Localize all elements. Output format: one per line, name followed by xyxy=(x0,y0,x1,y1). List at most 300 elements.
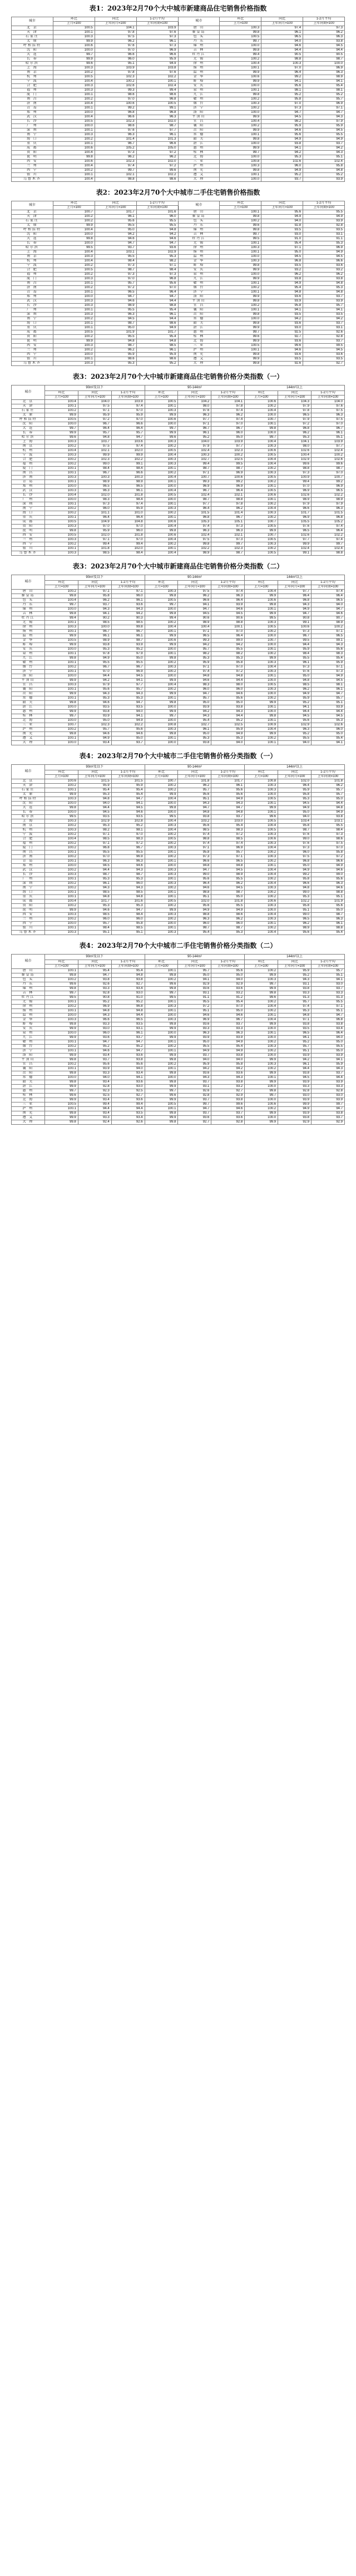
value-cell: 100.0 xyxy=(245,1036,278,1040)
value-cell: 99.9 xyxy=(145,1098,178,1102)
value-cell: 95.4 xyxy=(211,824,245,828)
value-cell: 100.1 xyxy=(245,802,278,806)
value-cell: 93.5 xyxy=(303,228,345,233)
value-cell: 100.4 xyxy=(220,120,261,124)
value-cell: 94.5 xyxy=(261,115,303,120)
value-cell: 94.3 xyxy=(211,1076,245,1080)
value-cell: 100.3 xyxy=(44,551,78,556)
value-cell: 94.1 xyxy=(111,1076,145,1080)
value-cell: 100.4 xyxy=(53,164,95,169)
value-cell: 93.7 xyxy=(312,1116,345,1120)
table-row xyxy=(12,177,345,182)
value-cell: 94.6 xyxy=(211,1107,245,1111)
value-cell: 100.2 xyxy=(312,625,345,630)
city-cell: 唐 山 xyxy=(178,210,220,215)
value-cell: 90.8 xyxy=(78,996,111,1000)
value-cell: 93.4 xyxy=(78,1111,111,1116)
table-row xyxy=(12,855,345,859)
value-cell: 95.4 xyxy=(111,788,145,793)
value-cell: 102.6 xyxy=(261,160,303,164)
value-cell: 99.0 xyxy=(211,639,245,643)
value-cell: 99.9 xyxy=(220,80,261,84)
value-cell: 98.7 xyxy=(211,891,245,895)
value-cell: 95.3 xyxy=(178,736,211,741)
value-cell: 96.3 xyxy=(178,529,211,533)
value-cell: 100.1 xyxy=(145,969,178,973)
value-cell: 94.8 xyxy=(211,674,245,679)
city-cell: 惠 州 xyxy=(12,710,45,714)
table-row xyxy=(12,413,345,418)
column-header-yoy: 同比 xyxy=(95,17,136,22)
value-cell: 94.2 xyxy=(178,710,211,714)
value-cell: 102.6 xyxy=(278,533,312,538)
city-cell: 杭 州 xyxy=(12,449,45,453)
value-cell: 99.9 xyxy=(44,431,78,436)
city-cell: 西 安 xyxy=(12,913,45,917)
value-cell: 95.2 xyxy=(111,1000,145,1005)
value-cell: 96.2 xyxy=(261,273,303,277)
city-cell: 长 沙 xyxy=(12,120,53,124)
value-cell: 95.4 xyxy=(111,793,145,797)
value-cell: 94.0 xyxy=(278,815,312,819)
city-cell: 天 津 xyxy=(12,215,53,219)
value-cell: 94.4 xyxy=(261,48,303,53)
table-row xyxy=(12,797,345,802)
value-cell: 100.4 xyxy=(245,931,278,935)
column-subheader-mom: 上月=100 xyxy=(44,395,78,400)
value-cell: 97.2 xyxy=(95,286,136,290)
value-cell: 94.7 xyxy=(95,295,136,299)
value-cell: 100.4 xyxy=(145,551,178,556)
city-cell: 吉 林 xyxy=(178,48,220,53)
table-row xyxy=(12,313,345,317)
value-cell: 96.7 xyxy=(211,516,245,520)
value-cell: 93.6 xyxy=(211,1116,245,1120)
value-cell: 100.5 xyxy=(53,75,95,80)
value-cell: 97.4 xyxy=(95,164,136,169)
city-cell: 长 沙 xyxy=(12,873,45,877)
value-cell: 100.4 xyxy=(145,489,178,493)
value-cell: 100.2 xyxy=(245,1049,278,1054)
value-cell: 99.9 xyxy=(44,908,78,913)
value-cell: 99.9 xyxy=(53,39,95,44)
value-cell: 95.6 xyxy=(278,931,312,935)
value-cell: 97.0 xyxy=(211,422,245,427)
value-cell: 100.0 xyxy=(44,607,78,612)
value-cell: 100.8 xyxy=(245,779,278,784)
value-cell: 95.9 xyxy=(78,529,111,533)
value-cell: 98.4 xyxy=(111,913,145,917)
value-cell: 99.9 xyxy=(145,431,178,436)
value-cell: 98.6 xyxy=(211,913,245,917)
value-cell: 95.0 xyxy=(278,810,312,815)
value-cell: 98.5 xyxy=(78,551,111,556)
table-row xyxy=(12,1018,345,1022)
value-cell: 93.3 xyxy=(211,1027,245,1031)
value-cell: 95.2 xyxy=(178,436,211,440)
city-cell: 石家庄 xyxy=(12,788,45,793)
city-cell: 扬 州 xyxy=(12,1009,45,1013)
value-cell: 100.0 xyxy=(44,705,78,710)
value-cell: 99.9 xyxy=(44,793,78,797)
value-cell: 94.6 xyxy=(95,237,136,241)
city-cell: 岳 阳 xyxy=(178,128,220,133)
value-cell: 100.2 xyxy=(53,317,95,322)
table-row xyxy=(12,228,345,233)
value-cell: 99.8 xyxy=(220,299,261,304)
value-cell: 94.8 xyxy=(278,679,312,683)
value-cell: 99.8 xyxy=(44,806,78,810)
value-cell: 96.7 xyxy=(111,630,145,634)
table-row xyxy=(12,806,345,810)
city-cell: 长 春 xyxy=(12,810,45,815)
value-cell: 100.8 xyxy=(145,723,178,728)
city-cell: 沈 阳 xyxy=(12,802,45,806)
value-cell: 98.7 xyxy=(95,322,136,326)
city-cell: 包 头 xyxy=(178,35,220,39)
value-cell: 95.3 xyxy=(78,904,111,908)
value-cell: 95.3 xyxy=(278,797,312,802)
value-cell: 100.3 xyxy=(145,846,178,851)
column-subheader-mom: 上月=100 xyxy=(145,965,178,969)
city-cell: 乌鲁木齐 xyxy=(12,362,53,366)
column-subheader-avg: 上年同期=100 xyxy=(211,965,245,969)
city-cell: 兰 州 xyxy=(12,538,45,542)
value-cell: 95.4 xyxy=(312,656,345,661)
value-cell: 100.4 xyxy=(44,899,78,904)
value-cell: 100.0 xyxy=(245,643,278,647)
value-cell: 96.0 xyxy=(78,917,111,922)
value-cell: 98.4 xyxy=(111,498,145,502)
value-cell: 99.6 xyxy=(220,335,261,339)
value-cell: 95.1 xyxy=(312,1009,345,1013)
value-cell: 97.0 xyxy=(95,277,136,281)
value-cell: 94.7 xyxy=(136,241,178,246)
table-row xyxy=(12,151,345,155)
value-cell: 100.3 xyxy=(44,538,78,542)
value-cell: 100.1 xyxy=(245,810,278,815)
value-cell: 101.5 xyxy=(111,779,145,784)
value-cell: 99.9 xyxy=(245,732,278,736)
value-cell: 100.4 xyxy=(145,828,178,833)
value-cell: 96.4 xyxy=(111,427,145,431)
column-header-yoy: 同比 xyxy=(178,770,211,775)
value-cell: 98.5 xyxy=(178,828,211,833)
value-cell: 95.6 xyxy=(261,133,303,137)
column-subheader-avg: 上年同期=100 xyxy=(136,206,178,210)
value-cell: 100.0 xyxy=(44,422,78,427)
value-cell: 95.7 xyxy=(211,851,245,855)
value-cell: 94.9 xyxy=(78,736,111,741)
value-cell: 97.9 xyxy=(78,683,111,688)
value-cell: 100.0 xyxy=(145,705,178,710)
value-cell: 100.1 xyxy=(145,736,178,741)
value-cell: 101.7 xyxy=(136,330,178,335)
table-row xyxy=(12,612,345,616)
value-cell: 94.9 xyxy=(261,281,303,286)
value-cell: 100.2 xyxy=(245,547,278,551)
city-cell: 济 宁 xyxy=(178,106,220,111)
value-cell: 91.1 xyxy=(178,996,211,1000)
value-cell: 96.0 xyxy=(211,431,245,436)
city-cell: 平顶山 xyxy=(178,299,220,304)
city-cell: 南 昌 xyxy=(12,851,45,855)
column-subheader-yoy: 上年同月=100 xyxy=(78,395,111,400)
value-cell: 92.7 xyxy=(111,1094,145,1098)
value-cell: 97.3 xyxy=(278,630,312,634)
column-group-header: 144m²以上 xyxy=(245,765,345,770)
value-cell: 96.1 xyxy=(111,599,145,603)
city-cell: 吉 林 xyxy=(12,612,45,616)
value-cell: 99.9 xyxy=(78,453,111,458)
value-cell: 100.0 xyxy=(44,802,78,806)
table-row xyxy=(12,1116,345,1120)
document-page xyxy=(0,3,356,1125)
value-cell: 94.6 xyxy=(136,237,178,241)
value-cell: 100.0 xyxy=(245,710,278,714)
value-cell: 92.4 xyxy=(78,1120,111,1125)
value-cell: 94.7 xyxy=(111,701,145,705)
value-cell: 96.6 xyxy=(78,1018,111,1022)
table-row xyxy=(12,529,345,533)
table-row xyxy=(12,864,345,868)
value-cell: 94.8 xyxy=(178,864,211,868)
value-cell: 95.4 xyxy=(303,84,345,88)
table-row xyxy=(12,1067,345,1071)
value-cell: 93.7 xyxy=(312,987,345,991)
value-cell: 100.3 xyxy=(145,458,178,462)
table-row xyxy=(12,1045,345,1049)
city-cell: 九 江 xyxy=(12,1036,45,1040)
column-header-mom: 环比 xyxy=(145,960,178,965)
value-cell: 100.0 xyxy=(220,317,261,322)
value-cell: 102.2 xyxy=(312,493,345,498)
column-header-yoy: 同比 xyxy=(178,960,211,965)
value-cell: 100.1 xyxy=(44,895,78,899)
value-cell: 99.0 xyxy=(178,873,211,877)
value-cell: 95.7 xyxy=(178,788,211,793)
value-cell: 97.7 xyxy=(312,444,345,449)
table-row xyxy=(12,1013,345,1018)
value-cell: 97.4 xyxy=(278,1005,312,1009)
value-cell: 95.3 xyxy=(278,1009,312,1013)
value-cell: 97.0 xyxy=(211,665,245,670)
value-cell: 97.2 xyxy=(211,833,245,837)
value-cell: 94.7 xyxy=(178,1107,211,1111)
value-cell: 95.4 xyxy=(261,241,303,246)
table-row xyxy=(12,882,345,886)
value-cell: 93.1 xyxy=(278,982,312,987)
value-cell: 95.1 xyxy=(95,62,136,66)
city-cell: 石家庄 xyxy=(12,219,53,224)
value-cell: 99.8 xyxy=(220,48,261,53)
value-cell: 95.8 xyxy=(312,851,345,855)
value-cell: 100.3 xyxy=(44,913,78,917)
value-cell: 94.5 xyxy=(278,802,312,806)
value-cell: 100.3 xyxy=(145,728,178,732)
value-cell: 100.1 xyxy=(220,281,261,286)
value-cell: 100.1 xyxy=(44,652,78,656)
column-header-avg: 1-2月平均 xyxy=(312,770,345,775)
city-cell: 丹 东 xyxy=(178,224,220,228)
value-cell: 92.9 xyxy=(178,982,211,987)
value-cell: 101.5 xyxy=(78,779,111,784)
value-cell: 95.6 xyxy=(211,788,245,793)
value-cell: 99.9 xyxy=(44,679,78,683)
city-cell: 蚌 埠 xyxy=(178,80,220,84)
value-cell: 92.7 xyxy=(261,335,303,339)
city-cell: 常 德 xyxy=(12,1076,45,1080)
value-cell: 100.2 xyxy=(145,842,178,846)
value-cell: 100.0 xyxy=(145,1076,178,1080)
value-cell: 105.5 xyxy=(278,520,312,525)
value-cell: 98.8 xyxy=(278,467,312,471)
value-cell: 99.2 xyxy=(261,75,303,80)
value-cell: 95.9 xyxy=(278,969,312,973)
value-cell: 96.3 xyxy=(78,859,111,864)
column-header-city: 城市 xyxy=(12,201,53,210)
city-cell: 银 川 xyxy=(12,547,45,551)
value-cell: 100.1 xyxy=(44,471,78,476)
value-cell: 97.1 xyxy=(178,630,211,634)
value-cell: 103.9 xyxy=(95,66,136,71)
value-cell: 94.7 xyxy=(78,973,111,978)
value-cell: 94.8 xyxy=(211,810,245,815)
city-cell: 广 州 xyxy=(12,498,45,502)
value-cell: 99.8 xyxy=(44,1071,78,1076)
value-cell: 100.3 xyxy=(245,471,278,476)
value-cell: 99.8 xyxy=(245,603,278,607)
value-cell: 96.3 xyxy=(312,507,345,511)
value-cell: 94.2 xyxy=(261,317,303,322)
city-cell: 哈尔滨 xyxy=(12,62,53,66)
table-row xyxy=(12,142,345,146)
value-cell: 99.8 xyxy=(220,353,261,357)
city-cell: 武 汉 xyxy=(12,868,45,873)
value-cell: 95.6 xyxy=(211,969,245,973)
column-header-mom: 环比 xyxy=(245,581,278,585)
value-cell: 90.6 xyxy=(178,616,211,621)
value-cell: 100.1 xyxy=(44,1000,78,1005)
value-cell: 93.8 xyxy=(211,705,245,710)
table-row xyxy=(12,824,345,828)
value-cell: 97.6 xyxy=(278,842,312,846)
value-cell: 94.7 xyxy=(261,111,303,115)
value-cell: 95.0 xyxy=(95,228,136,233)
value-cell: 100.1 xyxy=(220,66,261,71)
value-cell: 95.4 xyxy=(261,286,303,290)
table-row xyxy=(12,723,345,728)
table-block xyxy=(0,941,356,1125)
table-row xyxy=(12,616,345,621)
value-cell: 93.5 xyxy=(111,815,145,819)
table-row xyxy=(12,982,345,987)
value-cell: 93.1 xyxy=(178,1085,211,1089)
value-cell: 94.8 xyxy=(178,810,211,815)
table-row xyxy=(12,120,345,124)
table-title: 表1：2023年2月70个大中城市新建商品住宅销售价格指数 xyxy=(89,4,267,12)
value-cell: 94.5 xyxy=(303,348,345,353)
value-cell: 100.2 xyxy=(145,542,178,547)
city-cell: 赣 州 xyxy=(178,281,220,286)
value-cell: 103.9 xyxy=(211,440,245,444)
value-cell: 97.7 xyxy=(211,444,245,449)
value-cell: 97.3 xyxy=(95,264,136,268)
value-cell: 95.8 xyxy=(278,793,312,797)
value-cell: 93.5 xyxy=(303,357,345,362)
value-cell: 93.6 xyxy=(111,1080,145,1085)
city-cell: 深 圳 xyxy=(12,313,53,317)
city-cell: 韶 关 xyxy=(178,137,220,142)
value-cell: 93.6 xyxy=(303,353,345,357)
value-cell: 100.2 xyxy=(245,1067,278,1071)
value-cell: 102.0 xyxy=(111,449,145,453)
table-row xyxy=(12,665,345,670)
value-cell: 100.0 xyxy=(145,1031,178,1036)
value-cell: 100.4 xyxy=(245,728,278,732)
value-cell: 100.3 xyxy=(245,542,278,547)
value-cell: 93.9 xyxy=(211,603,245,607)
city-cell: 安 庆 xyxy=(12,647,45,652)
value-cell: 95.7 xyxy=(178,647,211,652)
value-cell: 98.6 xyxy=(136,357,178,362)
value-cell: 100.3 xyxy=(145,507,178,511)
value-cell: 100.1 xyxy=(53,173,95,177)
city-cell: 烟 台 xyxy=(12,1045,45,1049)
value-cell: 100.1 xyxy=(220,241,261,246)
table-row xyxy=(12,779,345,784)
value-cell: 98.7 xyxy=(178,926,211,931)
value-cell: 96.5 xyxy=(261,35,303,39)
table-row xyxy=(12,922,345,926)
value-cell: 100.1 xyxy=(145,851,178,855)
value-cell: 100.0 xyxy=(53,233,95,237)
value-cell: 99.8 xyxy=(220,264,261,268)
value-cell: 98.4 xyxy=(111,467,145,471)
value-cell: 102.9 xyxy=(278,723,312,728)
column-group-header: 90-144m² xyxy=(145,955,245,960)
value-cell: 95.4 xyxy=(136,308,178,313)
city-cell: 南 昌 xyxy=(12,281,53,286)
value-cell: 102.3 xyxy=(78,723,111,728)
value-cell: 98.3 xyxy=(178,683,211,688)
value-cell: 97.4 xyxy=(178,525,211,529)
value-cell: 100.5 xyxy=(53,120,95,124)
value-cell: 95.5 xyxy=(95,335,136,339)
value-cell: 94.8 xyxy=(78,895,111,899)
table-row xyxy=(12,422,345,427)
value-cell: 96.7 xyxy=(211,427,245,431)
value-cell: 100.0 xyxy=(44,1013,78,1018)
value-cell: 101.7 xyxy=(211,779,245,784)
value-cell: 98.4 xyxy=(95,259,136,264)
table-row xyxy=(12,404,345,409)
table-row xyxy=(12,210,345,215)
value-cell: 100.6 xyxy=(53,44,95,48)
value-cell: 94.0 xyxy=(261,219,303,224)
table-row xyxy=(12,1031,345,1036)
value-cell: 97.7 xyxy=(136,128,178,133)
value-cell: 94.9 xyxy=(78,656,111,661)
value-cell: 99.9 xyxy=(111,453,145,458)
value-cell: 100.0 xyxy=(145,484,178,489)
value-cell: 96.3 xyxy=(211,1031,245,1036)
value-cell: 92.6 xyxy=(178,1089,211,1094)
value-cell: 99.7 xyxy=(220,330,261,335)
city-cell: 重 庆 xyxy=(12,516,45,520)
city-cell: 桂 林 xyxy=(178,151,220,155)
city-cell: 金 华 xyxy=(178,259,220,264)
